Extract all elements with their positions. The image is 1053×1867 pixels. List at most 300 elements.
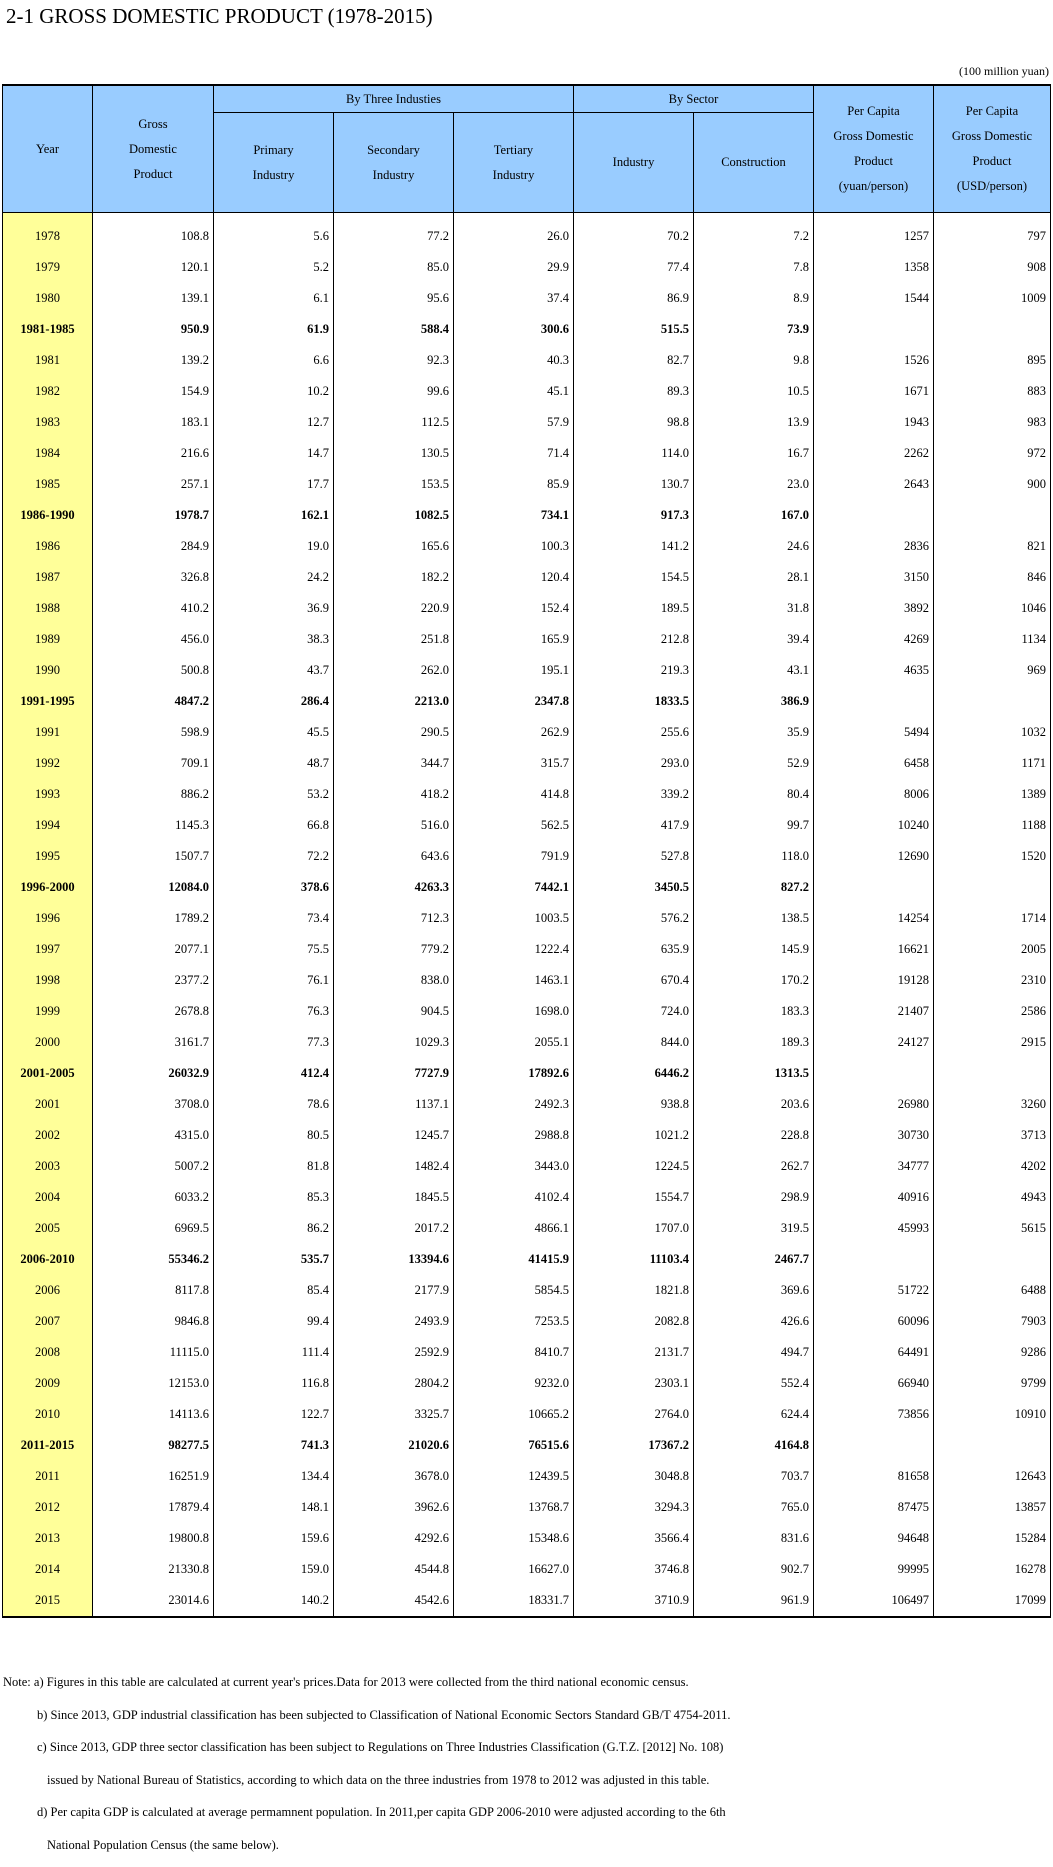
- secondary-cell: 344.7: [334, 748, 454, 779]
- per-capita-yuan-cell: 3150: [814, 562, 934, 593]
- period-row: [3, 872, 1051, 903]
- per-capita-usd-cell: 1009: [934, 283, 1051, 314]
- per-capita-usd-cell: 10910: [934, 1399, 1051, 1430]
- gdp-cell: 4315.0: [93, 1120, 214, 1151]
- tertiary-cell: 45.1: [454, 376, 574, 407]
- gdp-cell: 12084.0: [93, 872, 214, 903]
- industry-cell: 3746.8: [574, 1554, 694, 1585]
- per-capita-yuan-cell: 14254: [814, 903, 934, 934]
- industry-cell: 3294.3: [574, 1492, 694, 1523]
- per-capita-yuan-cell: 1671: [814, 376, 934, 407]
- industry-cell: 141.2: [574, 531, 694, 562]
- construction-cell: 831.6: [694, 1523, 814, 1554]
- tertiary-cell: 85.9: [454, 469, 574, 500]
- table-row: [3, 1182, 1051, 1213]
- construction-cell: 703.7: [694, 1461, 814, 1492]
- year-cell: 1990: [3, 655, 93, 686]
- industry-cell: 98.8: [574, 407, 694, 438]
- year-cell: 1987: [3, 562, 93, 593]
- table-row: [3, 1213, 1051, 1244]
- period-row: [3, 500, 1051, 531]
- year-cell: 2007: [3, 1306, 93, 1337]
- secondary-cell: 290.5: [334, 717, 454, 748]
- per-capita-usd-cell: 17099: [934, 1585, 1051, 1617]
- year-cell: 1982: [3, 376, 93, 407]
- per-capita-yuan-cell: 4635: [814, 655, 934, 686]
- construction-cell: 319.5: [694, 1213, 814, 1244]
- secondary-cell: 99.6: [334, 376, 454, 407]
- table-row: [3, 1368, 1051, 1399]
- year-cell: 2001-2005: [3, 1058, 93, 1089]
- header-gdp: Gross Domestic Product: [93, 85, 214, 213]
- per-capita-yuan-cell: 5494: [814, 717, 934, 748]
- secondary-cell: 418.2: [334, 779, 454, 810]
- primary-cell: 6.1: [214, 283, 334, 314]
- industry-cell: 154.5: [574, 562, 694, 593]
- per-capita-usd-cell: 4202: [934, 1151, 1051, 1182]
- per-capita-yuan-cell: 4269: [814, 624, 934, 655]
- tertiary-cell: 71.4: [454, 438, 574, 469]
- primary-cell: 412.4: [214, 1058, 334, 1089]
- year-cell: 2011: [3, 1461, 93, 1492]
- industry-cell: 1821.8: [574, 1275, 694, 1306]
- year-cell: 2000: [3, 1027, 93, 1058]
- construction-cell: 827.2: [694, 872, 814, 903]
- per-capita-usd-cell: 2310: [934, 965, 1051, 996]
- per-capita-yuan-cell: 2836: [814, 531, 934, 562]
- primary-cell: 66.8: [214, 810, 334, 841]
- per-capita-yuan-cell: 1358: [814, 252, 934, 283]
- year-cell: 2012: [3, 1492, 93, 1523]
- per-capita-usd-cell: 908: [934, 252, 1051, 283]
- secondary-cell: 4263.3: [334, 872, 454, 903]
- gdp-cell: 8117.8: [93, 1275, 214, 1306]
- header-tertiary: Tertiary Industry: [454, 113, 574, 213]
- tertiary-cell: 8410.7: [454, 1337, 574, 1368]
- industry-cell: 1833.5: [574, 686, 694, 717]
- construction-cell: 624.4: [694, 1399, 814, 1430]
- tertiary-cell: 10665.2: [454, 1399, 574, 1430]
- primary-cell: 17.7: [214, 469, 334, 500]
- construction-cell: 39.4: [694, 624, 814, 655]
- industry-cell: 212.8: [574, 624, 694, 655]
- gdp-cell: 598.9: [93, 717, 214, 748]
- secondary-cell: 4542.6: [334, 1585, 454, 1617]
- tertiary-cell: 26.0: [454, 213, 574, 253]
- secondary-cell: 712.3: [334, 903, 454, 934]
- industry-cell: 1021.2: [574, 1120, 694, 1151]
- industry-cell: 1554.7: [574, 1182, 694, 1213]
- unit-label: (100 million yuan): [959, 64, 1049, 79]
- table-row: [3, 213, 1051, 253]
- primary-cell: 741.3: [214, 1430, 334, 1461]
- industry-cell: 576.2: [574, 903, 694, 934]
- secondary-cell: 95.6: [334, 283, 454, 314]
- secondary-cell: 3325.7: [334, 1399, 454, 1430]
- header-per-capita-yuan: Per Capita Gross Domestic Product (yuan/person): [814, 85, 934, 213]
- gdp-cell: 6969.5: [93, 1213, 214, 1244]
- construction-cell: 10.5: [694, 376, 814, 407]
- year-cell: 1992: [3, 748, 93, 779]
- table-row: [3, 1461, 1051, 1492]
- construction-cell: 183.3: [694, 996, 814, 1027]
- note-c: c) Since 2013, GDP three sector classification has been subject to Regulations on Three Industries Classification (G.T.Z. [2012] No. 108): [3, 1737, 1043, 1770]
- per-capita-yuan-cell: 19128: [814, 965, 934, 996]
- year-cell: 1993: [3, 779, 93, 810]
- construction-cell: 138.5: [694, 903, 814, 934]
- secondary-cell: 838.0: [334, 965, 454, 996]
- gdp-cell: 19800.8: [93, 1523, 214, 1554]
- construction-cell: 31.8: [694, 593, 814, 624]
- primary-cell: 48.7: [214, 748, 334, 779]
- primary-cell: 75.5: [214, 934, 334, 965]
- primary-cell: 86.2: [214, 1213, 334, 1244]
- gdp-cell: 2678.8: [93, 996, 214, 1027]
- secondary-cell: 4544.8: [334, 1554, 454, 1585]
- year-cell: 2015: [3, 1585, 93, 1617]
- per-capita-usd-cell: 1389: [934, 779, 1051, 810]
- industry-cell: 917.3: [574, 500, 694, 531]
- table-row: [3, 376, 1051, 407]
- gdp-cell: 410.2: [93, 593, 214, 624]
- industry-cell: 2764.0: [574, 1399, 694, 1430]
- secondary-cell: 516.0: [334, 810, 454, 841]
- primary-cell: 159.6: [214, 1523, 334, 1554]
- year-cell: 1989: [3, 624, 93, 655]
- gdp-cell: 1507.7: [93, 841, 214, 872]
- gdp-cell: 1145.3: [93, 810, 214, 841]
- construction-cell: 13.9: [694, 407, 814, 438]
- secondary-cell: 7727.9: [334, 1058, 454, 1089]
- table-row: [3, 965, 1051, 996]
- table-row: [3, 407, 1051, 438]
- tertiary-cell: 791.9: [454, 841, 574, 872]
- gdp-cell: 139.1: [93, 283, 214, 314]
- primary-cell: 6.6: [214, 345, 334, 376]
- per-capita-usd-cell: 2586: [934, 996, 1051, 1027]
- table-row: [3, 438, 1051, 469]
- primary-cell: 5.6: [214, 213, 334, 253]
- secondary-cell: 153.5: [334, 469, 454, 500]
- construction-cell: 52.9: [694, 748, 814, 779]
- industry-cell: 219.3: [574, 655, 694, 686]
- table-row: [3, 1275, 1051, 1306]
- per-capita-usd-cell: [934, 314, 1051, 345]
- year-cell: 2011-2015: [3, 1430, 93, 1461]
- year-cell: 2003: [3, 1151, 93, 1182]
- tertiary-cell: 300.6: [454, 314, 574, 345]
- per-capita-usd-cell: 1714: [934, 903, 1051, 934]
- secondary-cell: 3678.0: [334, 1461, 454, 1492]
- secondary-cell: 251.8: [334, 624, 454, 655]
- per-capita-usd-cell: [934, 1244, 1051, 1275]
- gdp-cell: 98277.5: [93, 1430, 214, 1461]
- construction-cell: 23.0: [694, 469, 814, 500]
- per-capita-usd-cell: 3260: [934, 1089, 1051, 1120]
- table-row: [3, 1120, 1051, 1151]
- construction-cell: 145.9: [694, 934, 814, 965]
- gdp-cell: 12153.0: [93, 1368, 214, 1399]
- year-cell: 2008: [3, 1337, 93, 1368]
- tertiary-cell: 2988.8: [454, 1120, 574, 1151]
- industry-cell: 724.0: [574, 996, 694, 1027]
- construction-cell: 228.8: [694, 1120, 814, 1151]
- gdp-cell: 16251.9: [93, 1461, 214, 1492]
- tertiary-cell: 2055.1: [454, 1027, 574, 1058]
- secondary-cell: 904.5: [334, 996, 454, 1027]
- per-capita-usd-cell: 1046: [934, 593, 1051, 624]
- tertiary-cell: 17892.6: [454, 1058, 574, 1089]
- per-capita-yuan-cell: 60096: [814, 1306, 934, 1337]
- secondary-cell: 3962.6: [334, 1492, 454, 1523]
- per-capita-usd-cell: 2915: [934, 1027, 1051, 1058]
- industry-cell: 3048.8: [574, 1461, 694, 1492]
- gdp-cell: 108.8: [93, 213, 214, 253]
- industry-cell: 515.5: [574, 314, 694, 345]
- table-header: [3, 85, 1051, 213]
- tertiary-cell: 18331.7: [454, 1585, 574, 1617]
- per-capita-yuan-cell: 10240: [814, 810, 934, 841]
- table-row: [3, 1523, 1051, 1554]
- tertiary-cell: 3443.0: [454, 1151, 574, 1182]
- industry-cell: 670.4: [574, 965, 694, 996]
- gdp-cell: 886.2: [93, 779, 214, 810]
- period-row: [3, 686, 1051, 717]
- primary-cell: 43.7: [214, 655, 334, 686]
- per-capita-yuan-cell: 94648: [814, 1523, 934, 1554]
- industry-cell: 255.6: [574, 717, 694, 748]
- tertiary-cell: 2492.3: [454, 1089, 574, 1120]
- gdp-cell: 1789.2: [93, 903, 214, 934]
- secondary-cell: 1082.5: [334, 500, 454, 531]
- tertiary-cell: 9232.0: [454, 1368, 574, 1399]
- tertiary-cell: 7253.5: [454, 1306, 574, 1337]
- per-capita-yuan-cell: 81658: [814, 1461, 934, 1492]
- industry-cell: 3566.4: [574, 1523, 694, 1554]
- primary-cell: 80.5: [214, 1120, 334, 1151]
- per-capita-yuan-cell: [814, 686, 934, 717]
- per-capita-usd-cell: [934, 686, 1051, 717]
- tertiary-cell: 1222.4: [454, 934, 574, 965]
- primary-cell: 76.1: [214, 965, 334, 996]
- per-capita-yuan-cell: [814, 1244, 934, 1275]
- primary-cell: 116.8: [214, 1368, 334, 1399]
- industry-cell: 1707.0: [574, 1213, 694, 1244]
- tertiary-cell: 5854.5: [454, 1275, 574, 1306]
- table-row: [3, 779, 1051, 810]
- industry-cell: 11103.4: [574, 1244, 694, 1275]
- note-c-cont: issued by National Bureau of Statistics, according to which data on the three industries from 1978 to 2012 was adjusted in this table.: [3, 1770, 1043, 1803]
- secondary-cell: 182.2: [334, 562, 454, 593]
- per-capita-usd-cell: 9799: [934, 1368, 1051, 1399]
- construction-cell: 902.7: [694, 1554, 814, 1585]
- primary-cell: 122.7: [214, 1399, 334, 1430]
- period-row: [3, 1058, 1051, 1089]
- industry-cell: 17367.2: [574, 1430, 694, 1461]
- primary-cell: 38.3: [214, 624, 334, 655]
- note-a: Note: a) Figures in this table are calculated at current year's prices.Data for 2013 were collected from the third national economic census.: [3, 1672, 1043, 1705]
- industry-cell: 82.7: [574, 345, 694, 376]
- tertiary-cell: 29.9: [454, 252, 574, 283]
- gdp-cell: 257.1: [93, 469, 214, 500]
- year-cell: 2010: [3, 1399, 93, 1430]
- per-capita-yuan-cell: 106497: [814, 1585, 934, 1617]
- table-row: [3, 717, 1051, 748]
- construction-cell: 9.8: [694, 345, 814, 376]
- year-cell: 2002: [3, 1120, 93, 1151]
- table-row: [3, 1151, 1051, 1182]
- per-capita-yuan-cell: 51722: [814, 1275, 934, 1306]
- industry-cell: 77.4: [574, 252, 694, 283]
- table-row: [3, 1399, 1051, 1430]
- per-capita-usd-cell: 16278: [934, 1554, 1051, 1585]
- gdp-cell: 456.0: [93, 624, 214, 655]
- primary-cell: 134.4: [214, 1461, 334, 1492]
- industry-cell: 1224.5: [574, 1151, 694, 1182]
- tertiary-cell: 152.4: [454, 593, 574, 624]
- per-capita-usd-cell: [934, 872, 1051, 903]
- industry-cell: 527.8: [574, 841, 694, 872]
- gdp-cell: 284.9: [93, 531, 214, 562]
- gdp-cell: 2377.2: [93, 965, 214, 996]
- header-per-capita-usd: Per Capita Gross Domestic Product (USD/person): [934, 85, 1051, 213]
- secondary-cell: 92.3: [334, 345, 454, 376]
- header-by-sector: By Sector: [574, 85, 814, 113]
- tertiary-cell: 195.1: [454, 655, 574, 686]
- year-cell: 1985: [3, 469, 93, 500]
- table-row: [3, 1306, 1051, 1337]
- table-row: [3, 562, 1051, 593]
- per-capita-usd-cell: 15284: [934, 1523, 1051, 1554]
- table-row: [3, 655, 1051, 686]
- gdp-table: [2, 84, 1051, 1618]
- period-row: [3, 1244, 1051, 1275]
- tertiary-cell: 41415.9: [454, 1244, 574, 1275]
- construction-cell: 7.2: [694, 213, 814, 253]
- tertiary-cell: 414.8: [454, 779, 574, 810]
- year-cell: 1981: [3, 345, 93, 376]
- period-row: [3, 314, 1051, 345]
- year-cell: 2004: [3, 1182, 93, 1213]
- year-cell: 1988: [3, 593, 93, 624]
- gdp-cell: 55346.2: [93, 1244, 214, 1275]
- construction-cell: 99.7: [694, 810, 814, 841]
- tertiary-cell: 4866.1: [454, 1213, 574, 1244]
- primary-cell: 85.3: [214, 1182, 334, 1213]
- year-cell: 1999: [3, 996, 93, 1027]
- tertiary-cell: 7442.1: [454, 872, 574, 903]
- table-row: [3, 1585, 1051, 1617]
- primary-cell: 378.6: [214, 872, 334, 903]
- secondary-cell: 112.5: [334, 407, 454, 438]
- per-capita-usd-cell: 1171: [934, 748, 1051, 779]
- industry-cell: 417.9: [574, 810, 694, 841]
- year-cell: 1994: [3, 810, 93, 841]
- per-capita-usd-cell: 900: [934, 469, 1051, 500]
- primary-cell: 24.2: [214, 562, 334, 593]
- tertiary-cell: 1463.1: [454, 965, 574, 996]
- per-capita-usd-cell: 1520: [934, 841, 1051, 872]
- header-year: Year: [3, 85, 93, 213]
- table-row: [3, 810, 1051, 841]
- tertiary-cell: 120.4: [454, 562, 574, 593]
- tertiary-cell: 100.3: [454, 531, 574, 562]
- construction-cell: 189.3: [694, 1027, 814, 1058]
- gdp-cell: 500.8: [93, 655, 214, 686]
- table-row: [3, 593, 1051, 624]
- per-capita-usd-cell: 7903: [934, 1306, 1051, 1337]
- primary-cell: 72.2: [214, 841, 334, 872]
- primary-cell: 99.4: [214, 1306, 334, 1337]
- construction-cell: 262.7: [694, 1151, 814, 1182]
- primary-cell: 45.5: [214, 717, 334, 748]
- industry-cell: 3710.9: [574, 1585, 694, 1617]
- construction-cell: 8.9: [694, 283, 814, 314]
- note-d: d) Per capita GDP is calculated at average permamnent population. In 2011,per capita GDP 2006-2010 were adjusted according to the 6th: [3, 1802, 1043, 1835]
- construction-cell: 167.0: [694, 500, 814, 531]
- construction-cell: 1313.5: [694, 1058, 814, 1089]
- year-cell: 2006: [3, 1275, 93, 1306]
- tertiary-cell: 165.9: [454, 624, 574, 655]
- primary-cell: 148.1: [214, 1492, 334, 1523]
- year-cell: 1996-2000: [3, 872, 93, 903]
- table-row: [3, 903, 1051, 934]
- per-capita-yuan-cell: 2262: [814, 438, 934, 469]
- gdp-cell: 5007.2: [93, 1151, 214, 1182]
- per-capita-yuan-cell: [814, 314, 934, 345]
- secondary-cell: 1245.7: [334, 1120, 454, 1151]
- primary-cell: 78.6: [214, 1089, 334, 1120]
- per-capita-usd-cell: 1188: [934, 810, 1051, 841]
- per-capita-usd-cell: 1134: [934, 624, 1051, 655]
- table-row: [3, 1492, 1051, 1523]
- per-capita-usd-cell: 9286: [934, 1337, 1051, 1368]
- per-capita-usd-cell: 969: [934, 655, 1051, 686]
- year-cell: 2013: [3, 1523, 93, 1554]
- notes: [3, 1672, 1043, 1867]
- gdp-cell: 950.9: [93, 314, 214, 345]
- per-capita-usd-cell: 983: [934, 407, 1051, 438]
- per-capita-yuan-cell: 45993: [814, 1213, 934, 1244]
- gdp-cell: 709.1: [93, 748, 214, 779]
- year-cell: 1997: [3, 934, 93, 965]
- construction-cell: 170.2: [694, 965, 814, 996]
- page-title: 2-1 GROSS DOMESTIC PRODUCT (1978-2015): [6, 4, 433, 29]
- secondary-cell: 1137.1: [334, 1089, 454, 1120]
- gdp-cell: 139.2: [93, 345, 214, 376]
- year-cell: 1981-1985: [3, 314, 93, 345]
- industry-cell: 938.8: [574, 1089, 694, 1120]
- primary-cell: 12.7: [214, 407, 334, 438]
- construction-cell: 28.1: [694, 562, 814, 593]
- year-cell: 1996: [3, 903, 93, 934]
- gdp-cell: 1978.7: [93, 500, 214, 531]
- per-capita-yuan-cell: 1943: [814, 407, 934, 438]
- per-capita-yuan-cell: 99995: [814, 1554, 934, 1585]
- per-capita-usd-cell: 797: [934, 213, 1051, 253]
- per-capita-yuan-cell: 24127: [814, 1027, 934, 1058]
- gdp-cell: 154.9: [93, 376, 214, 407]
- gdp-cell: 26032.9: [93, 1058, 214, 1089]
- tertiary-cell: 57.9: [454, 407, 574, 438]
- table-row: [3, 934, 1051, 965]
- per-capita-yuan-cell: [814, 1430, 934, 1461]
- industry-cell: 130.7: [574, 469, 694, 500]
- primary-cell: 111.4: [214, 1337, 334, 1368]
- primary-cell: 5.2: [214, 252, 334, 283]
- industry-cell: 2131.7: [574, 1337, 694, 1368]
- per-capita-usd-cell: 2005: [934, 934, 1051, 965]
